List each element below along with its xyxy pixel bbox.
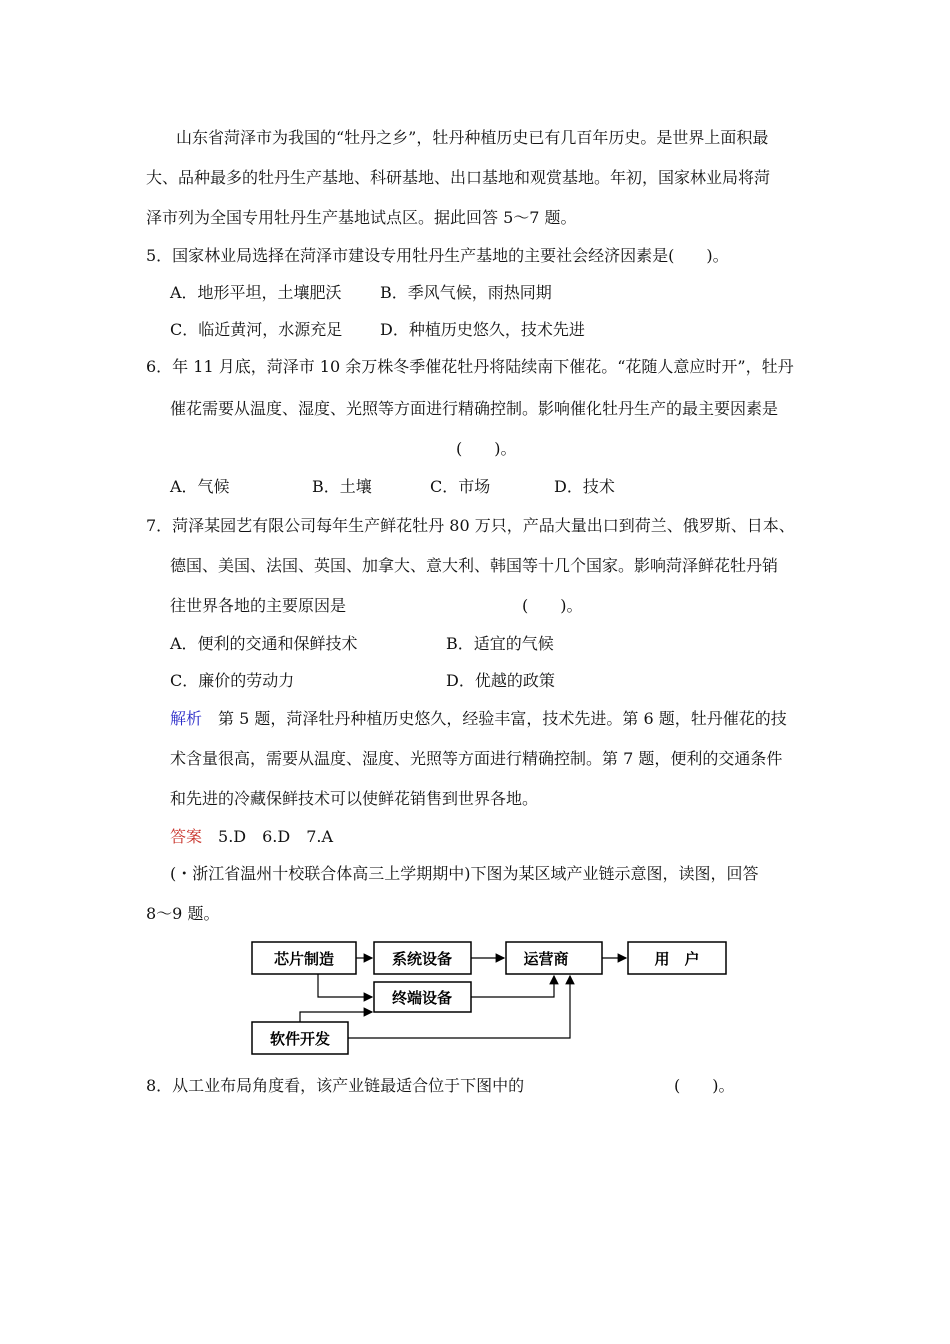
q5-option-b: B．季风气候，雨热同期 [380,283,552,302]
context2-line-2: 8～9 题。 [146,904,220,923]
q5-option-c: C．临近黄河，水源充足 [170,320,343,339]
q6-stem-2: 催花需要从温度、湿度、光照等方面进行精确控制。影响催化牡丹生产的最主要因素是 [170,399,779,418]
q7-option-d: D．优越的政策 [446,671,555,690]
q8-blank: ( )。 [674,1076,735,1095]
analysis-line-1 [170,709,787,729]
terminal-label: 终端设备 [391,989,453,1007]
analysis-text-1: 第 5 题，菏泽牡丹种植历史悠久，经验丰富，技术先进。第 6 题，牡丹催花的技 [218,709,787,728]
intro-line-3: 泽市列为全国专用牡丹生产基地试点区。据此回答 5～7 题。 [146,208,577,227]
arrow-chip-terminal [318,974,372,997]
arrow-software-terminal [300,1012,372,1022]
q5-option-a: A．地形平坦，土壤肥沃 [170,283,342,302]
q6-option-b: B．土壤 [312,477,372,496]
analysis-line-2: 术含量很高，需要从温度、湿度、光照等方面进行精确控制。第 7 题，便利的交通条件 [170,749,783,768]
answer-label: 答案 [170,827,203,846]
q5-stem: 5．国家林业局选择在菏泽市建设专用牡丹生产基地的主要社会经济因素是( )。 [146,246,729,265]
q7-stem-2: 德国、美国、法国、英国、加拿大、意大利、韩国等十几个国家。影响菏泽鲜花牡丹销 [170,556,779,575]
context2-line-1: (・浙江省温州十校联合体高三上学期期中)下图为某区域产业链示意图，读图，回答 [170,864,759,883]
chip-label: 芯片制造 [273,950,335,968]
operator-label: 运营商 [523,950,569,968]
q7-option-c: C．廉价的劳动力 [170,671,295,690]
q6-stem-1: 6．年 11 月底，菏泽市 10 余万株冬季催花牡丹将陆续南下催花。“花随人意应时开”，牡丹 [146,357,794,376]
q7-stem-3: 往世界各地的主要原因是 [170,596,347,615]
arrow-terminal-operator [471,976,554,997]
q5-option-d: D．种植历史悠久，技术先进 [380,320,585,339]
analysis-line-3: 和先进的冷藏保鲜技术可以使鲜花销售到世界各地。 [170,789,539,808]
q7-option-b: B．适宜的气候 [446,634,554,653]
q7-blank: ( )。 [522,596,583,615]
q7-option-a: A．便利的交通和保鲜技术 [170,634,358,653]
intro-line-1: 山东省菏泽市为我国的“牡丹之乡”，牡丹种植历史已有几百年历史。是世界上面积最 [176,128,769,147]
answer-line [170,827,333,847]
arrow-software-operator [348,976,570,1038]
q6-option-a: A．气候 [170,477,230,496]
q6-blank: ( )。 [456,439,517,458]
answer-text: 5.D 6.D 7.A [218,827,334,846]
q6-option-d: D．技术 [554,477,615,496]
intro-line-2: 大、品种最多的牡丹生产基地、科研基地、出口基地和观赏基地。年初，国家林业局将菏 [146,168,771,187]
industry-chain-diagram [248,936,732,1058]
software-label: 软件开发 [269,1030,331,1048]
q8-stem: 8．从工业布局角度看，该产业链最适合位于下图中的 [146,1076,525,1095]
q6-option-c: C．市场 [430,477,491,496]
system-label: 系统设备 [391,950,453,968]
q7-stem-1: 7．菏泽某园艺有限公司每年生产鲜花牡丹 80 万只，产品大量出口到荷兰、俄罗斯、日本、 [146,516,795,535]
user-label: 用 户 [654,950,700,968]
analysis-label: 解析 [170,709,203,728]
